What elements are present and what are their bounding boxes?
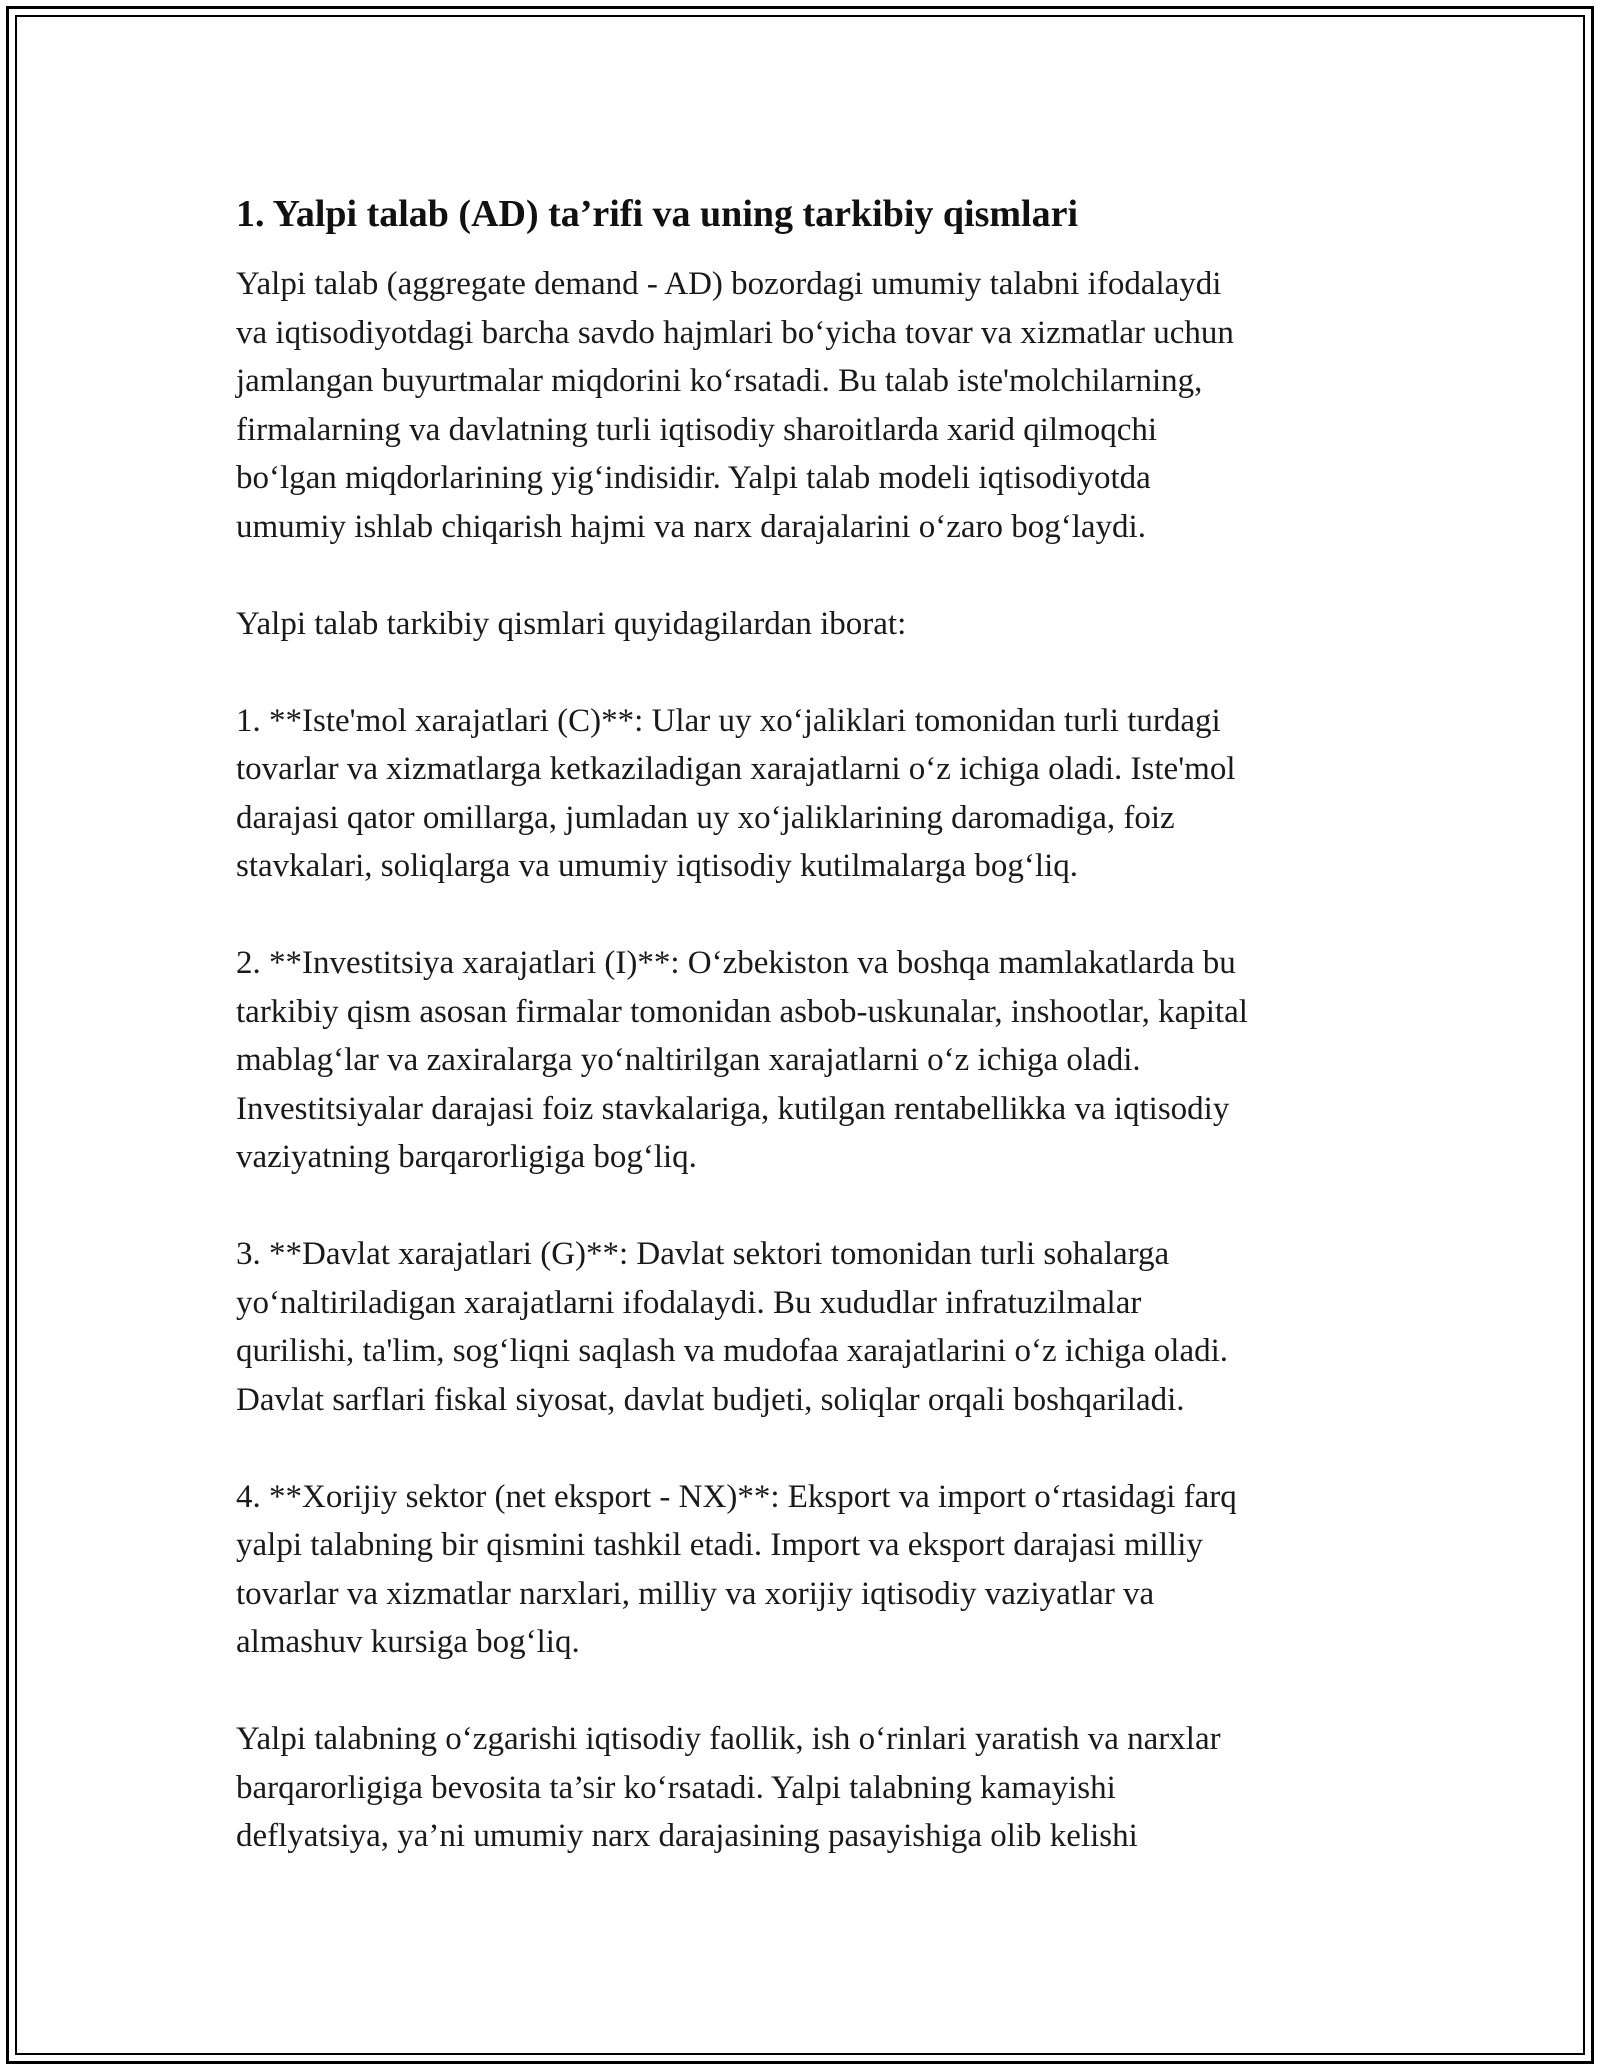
list-item-net-export: [236, 1473, 1376, 1667]
document-body: [236, 190, 1376, 1909]
text-line: 1. **Iste'mol xarajatlari (C)**: Ular uy xo‘jaliklari tomonidan turli turdagi: [236, 702, 1221, 739]
text-line: mablag‘lar va zaxiralarga yo‘naltirilgan xarajatlarni o‘z ichiga oladi.: [236, 1042, 1141, 1078]
text-line: tovarlar va xizmatlar narxlari, milliy va xorijiy iqtisodiy vaziyatlar va: [236, 1575, 1155, 1612]
text-line: darajasi qator omillarga, jumladan uy xo‘jaliklarining daromadiga, foiz: [236, 799, 1175, 836]
text-line: Investitsiyalar darajasi foiz stavkalariga, kutilgan rentabellikka va iqtisodiy: [236, 1090, 1230, 1127]
text-line: qurilishi, ta'lim, sog‘liqni saqlash va mudofaa xarajatlarini o‘z ichiga oladi.: [236, 1333, 1229, 1369]
text-line: 3. **Davlat xarajatlari (G)**: Davlat sektori tomonidan turli sohalarga: [236, 1236, 1170, 1272]
paragraph-intro: [236, 260, 1376, 551]
text-line: yalpi talabning bir qismini tashkil etadi. Import va eksport darajasi milliy: [236, 1527, 1203, 1563]
text-line: tovarlar va xizmatlarga ketkaziladigan xarajatlarni o‘z ichiga oladi. Iste'mol: [236, 751, 1236, 787]
text-line: 4. **Xorijiy sektor (net eksport - NX)**: Eksport va import o‘rtasidagi farq: [236, 1478, 1237, 1515]
text-line: almashuv kursiga bog‘liq.: [236, 1624, 580, 1660]
text-line: Yalpi talab (aggregate demand - AD) bozordagi umumiy talabni ifodalaydi: [236, 266, 1222, 302]
text-line: jamlangan buyurtmalar miqdorini ko‘rsatadi. Bu talab iste'molchilarning,: [236, 363, 1203, 399]
text-line: Yalpi talab tarkibiy qismlari quyidagilardan iborat:: [236, 605, 907, 642]
paragraph-conclusion: [236, 1715, 1376, 1861]
text-line: umumiy ishlab chiqarish hajmi va narx darajalarini o‘zaro bog‘laydi.: [236, 508, 1146, 545]
list-item-consumption: [236, 697, 1376, 891]
text-line: bo‘lgan miqdorlarining yig‘indisidir. Yalpi talab modeli iqtisodiyotda: [236, 460, 1151, 496]
text-line: yo‘naltiriladigan xarajatlarni ifodalaydi. Bu xududlar infratuzilmalar: [236, 1284, 1142, 1321]
text-line: stavkalari, soliqlarga va umumiy iqtisodiy kutilmalarga bog‘liq.: [236, 848, 1078, 884]
section-heading: 1. Yalpi talab (AD) ta’rifi va uning tarkibiy qismlari: [236, 193, 1079, 235]
list-item-government: [236, 1230, 1376, 1424]
text-line: barqarorligiga bevosita ta’sir ko‘rsatadi. Yalpi talabning kamayishi: [236, 1769, 1116, 1806]
text-line: Yalpi talabning o‘zgarishi iqtisodiy faollik, ish o‘rinlari yaratish va narxlar: [236, 1721, 1221, 1757]
text-line: deflyatsiya, ya’ni umumiy narx darajasining pasayishiga olib kelishi: [236, 1818, 1138, 1854]
text-line: tarkibiy qism asosan firmalar tomonidan asbob-uskunalar, inshootlar, kapital: [236, 993, 1248, 1030]
text-line: va iqtisodiyotdagi barcha savdo hajmlari bo‘yicha tovar va xizmatlar uchun: [236, 314, 1234, 351]
text-line: firmalarning va davlatning turli iqtisodiy sharoitlarda xarid qilmoqchi: [236, 411, 1158, 448]
text-line: 2. **Investitsiya xarajatlari (I)**: O‘zbekiston va boshqa mamlakatlarda bu: [236, 945, 1236, 981]
text-line: Davlat sarflari fiskal siyosat, davlat budjeti, soliqlar orqali boshqariladi.: [236, 1381, 1185, 1418]
paragraph-components-intro: [236, 600, 1376, 649]
list-item-investment: [236, 939, 1376, 1182]
text-line: vaziyatning barqarorligiga bog‘liq.: [236, 1139, 697, 1175]
